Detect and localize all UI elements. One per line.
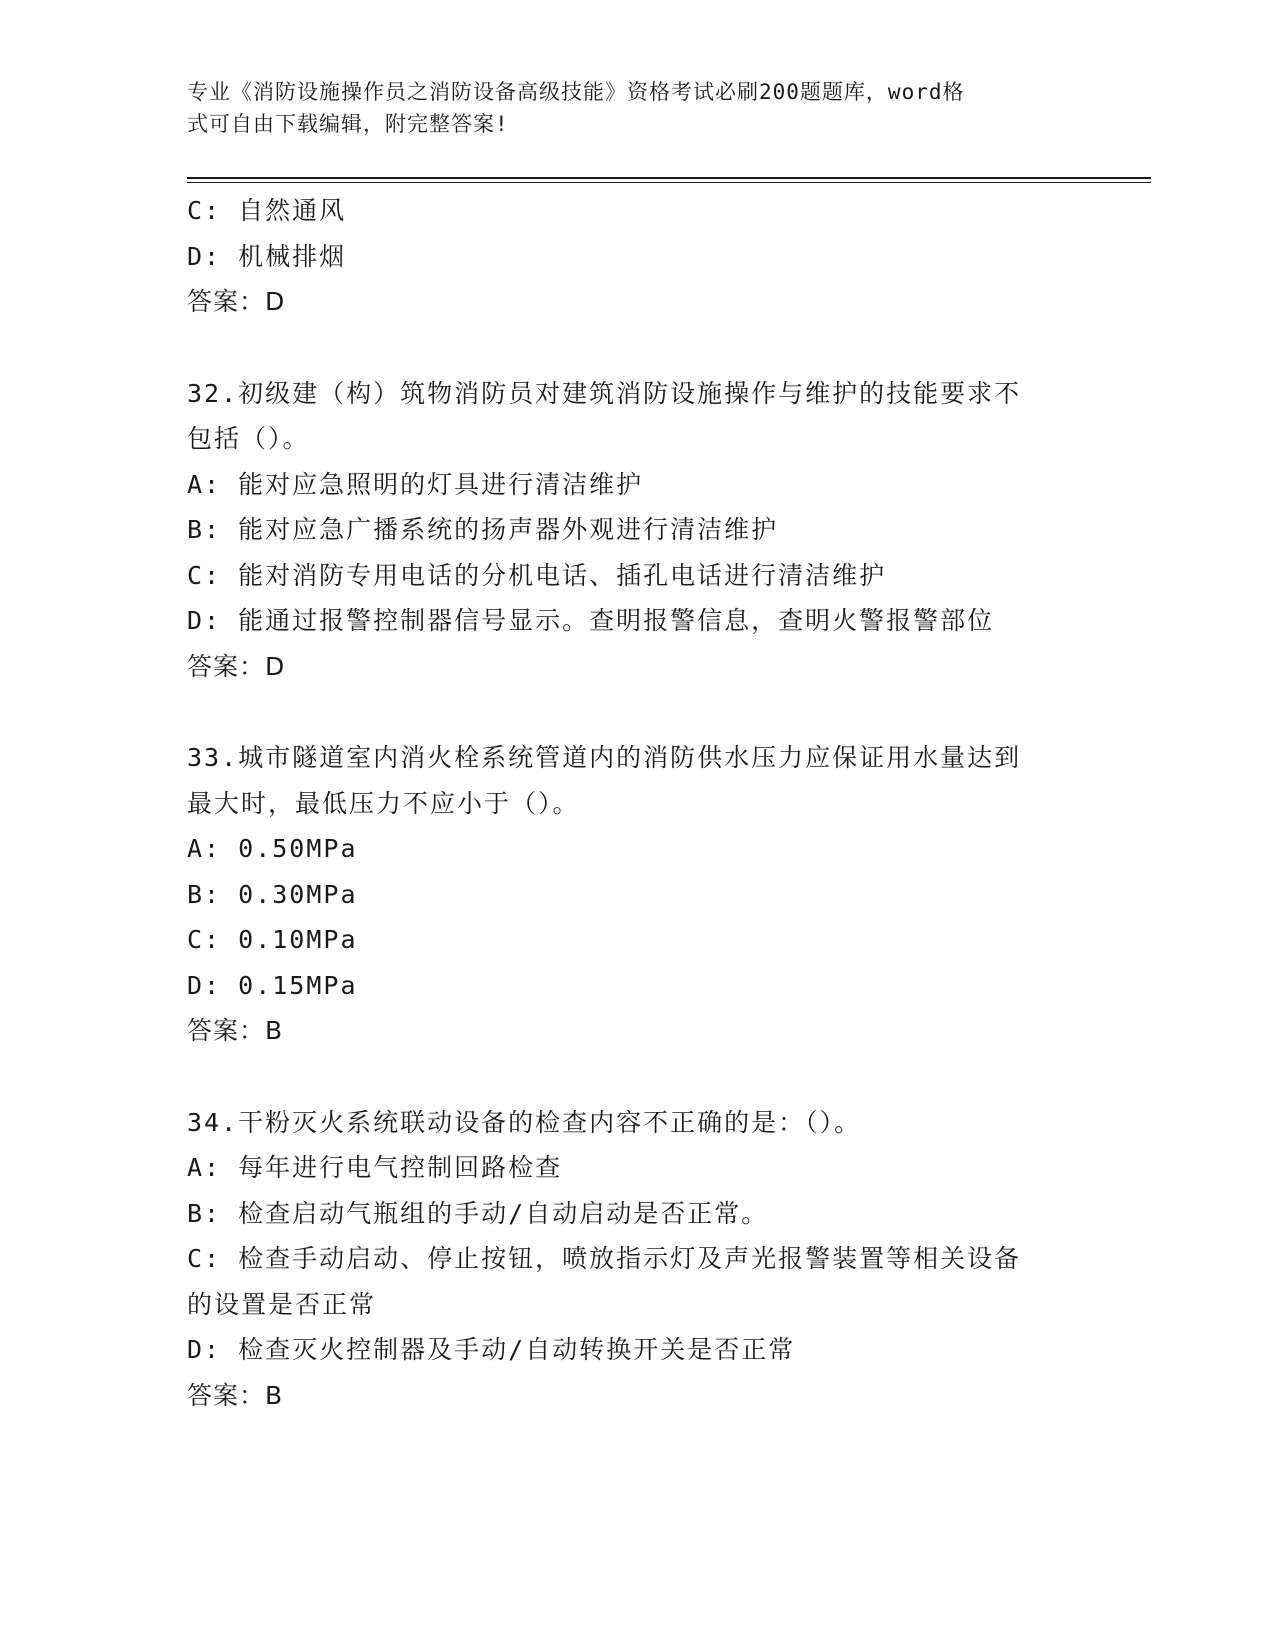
question-34 — [187, 1100, 1087, 1419]
option-a: A: 0.50MPa — [187, 834, 358, 863]
option-d: D: 机械排烟 — [187, 241, 347, 271]
spacer — [187, 1054, 1087, 1100]
question-stem-line-1: 34.干粉灭火系统联动设备的检查内容不正确的是：（）。 — [187, 1107, 862, 1137]
option-d: D: 能通过报警控制器信号显示。查明报警信息，查明火警报警部位 — [187, 606, 995, 635]
question-31-continued — [187, 188, 1087, 325]
option-b: B: 能对应急广播系统的扬声器外观进行清洁维护 — [187, 515, 779, 544]
answer-label: 答案：B — [187, 1016, 284, 1045]
option-c: C: 自然通风 — [187, 196, 347, 225]
page-header — [187, 76, 1067, 140]
option-c: C: 能对消防专用电话的分机电话、插孔电话进行清洁维护 — [187, 560, 887, 590]
option-b: B: 0.30MPa — [187, 879, 358, 909]
question-stem-line-1: 32.初级建（构）筑物消防员对建筑消防设施操作与维护的技能要求不 — [187, 378, 1022, 408]
spacer — [187, 325, 1087, 371]
option-c-line-2: 的设置是否正常 — [187, 1289, 377, 1319]
option-c-line-1: C: 检查手动启动、停止按钮，喷放指示灯及声光报警装置等相关设备 — [187, 1244, 1022, 1273]
header-divider-thick — [187, 177, 1151, 179]
option-d: D: 0.15MPa — [187, 970, 358, 1000]
header-divider-thin — [187, 182, 1151, 183]
answer-label: 答案：D — [187, 287, 286, 316]
question-stem-line-1: 33.城市隧道室内消火栓系统管道内的消防供水压力应保证用水量达到 — [187, 743, 1022, 772]
header-line-2: 式可自由下载编辑，附完整答案! — [187, 112, 509, 136]
option-c: C: 0.10MPa — [187, 925, 358, 954]
answer-label: 答案：B — [187, 1380, 284, 1410]
option-a: A: 能对应急照明的灯具进行清洁维护 — [187, 469, 644, 499]
spacer — [187, 689, 1087, 735]
option-d: D: 检查灭火控制器及手动/自动转换开关是否正常 — [187, 1335, 796, 1364]
option-a: A: 每年进行电气控制回路检查 — [187, 1153, 563, 1182]
question-stem-line-2: 包括（）。 — [187, 424, 310, 453]
option-b: B: 检查启动气瓶组的手动/自动启动是否正常。 — [187, 1198, 769, 1228]
question-stem-line-2: 最大时，最低压力不应小于（）。 — [187, 788, 580, 818]
question-32 — [187, 371, 1087, 690]
header-line-1: 专业《消防设施操作员之消防设备高级技能》资格考试必刷200题题库，word格 — [187, 80, 965, 104]
question-list — [187, 188, 1087, 1418]
question-33 — [187, 735, 1087, 1054]
answer-label: 答案：D — [187, 651, 286, 681]
